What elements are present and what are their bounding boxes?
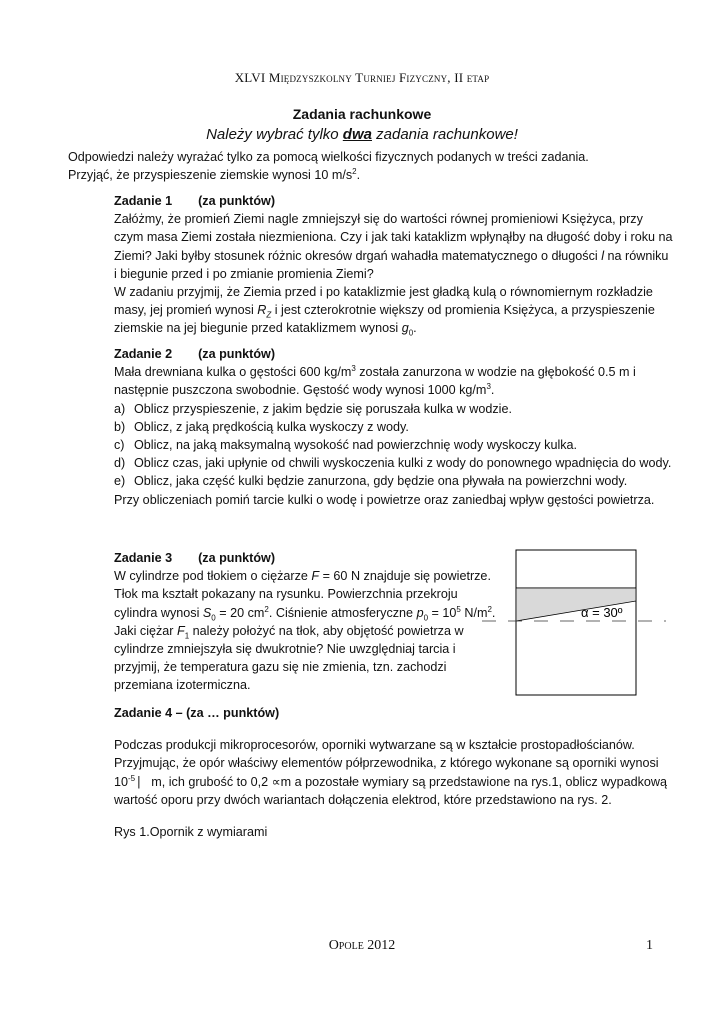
intro-line-2-text: Przyjąć, że przyspieszenie ziemskie wynosi 10 m/s [68,168,353,182]
task-2-question-list [114,400,674,491]
task-1-paragraph-2 [114,283,674,338]
list-item [114,436,674,454]
list-item [114,400,674,418]
task-1-var-g-sub: 0 [408,328,414,338]
task-2-paragraph-2: Przy obliczeniach pomiń tarcie kulki o wodę i powietrze oraz zaniedbaj wpływ gęstości powietrza. [114,492,655,507]
subtitle-emphasis: dwa [342,126,372,143]
task-2-p1c: . [490,383,495,398]
cylinder-diagram [478,548,668,698]
list-item [114,418,674,436]
page-subtitle [0,126,724,143]
task-2-paragraph-1 [114,363,674,399]
task-4-heading: Zadanie 4 – (za … punktów) [114,706,280,720]
list-item-label: b) [114,419,126,434]
task-3-var-p: p [416,605,424,620]
task-1-p1-end: na równiku i biegunie przed i po zmianie promienia Ziemi? [114,248,669,281]
task-3-var-F1: F [177,623,185,638]
task-1-var-g: g [401,321,409,336]
task-3-s6-sup: 2 [487,604,492,614]
task-3-s3: = 20 cm [215,605,265,620]
task-1-p2-text: W zadaniu przyjmij, że Ziemia przed i po kataklizmie jest gładką kulą o równomiernym rozkładzie masy, jej promień wynosi [114,285,653,318]
intro-line-2 [68,166,668,184]
task-1-paragraph-1 [114,210,674,283]
spacer [114,722,674,736]
task-2-p1b: została zanurzona w wodzie na głębokość 0.5 m i następnie puszczona swobodnie. Gęstość wody wynosi 1000 kg/m [114,365,636,398]
task-3-s5-sup: 5 [456,604,461,614]
task-3-s5: = 10 [428,605,457,620]
task-2-p1-sup: 3 [351,364,356,374]
task-1-var-R: R [257,303,267,318]
task-3-s3-sup: 2 [264,604,269,614]
task-2 [114,345,674,509]
task-3-var-F: F [311,569,320,584]
list-item-text: Oblicz, z jaką prędkością kulka wyskoczy z wody. [134,419,409,434]
spacer [114,809,674,823]
task-2-p1-sup2: 3 [486,382,491,392]
task-2-name: Zadanie 2 [114,347,173,361]
angle-label: α = 30º [581,605,623,620]
list-item-label: a) [114,401,126,416]
list-item-text: Oblicz czas, jaki upłynie od chwili wyskoczenia kulki z wody do ponownego wpadnięcia do wody. [134,456,672,471]
intro-line-2-sup: 2 [352,166,357,176]
task-3-s8: należy położyć na tłok, aby objętość powietrza w cylindrze zmniejszyła się dwukrotnie? Nie uwzględniaj tarcia i przyjmij, że temperatura gazu się nie zmienia, tzn. zachodzi przemiana izotermiczna. [114,623,464,693]
task-2-p1a: Mała drewniana kulka o gęstości 600 kg/m [114,365,352,380]
cylinder-outline [516,550,636,695]
task-1-var-l: l [601,248,605,263]
task-1 [114,192,674,338]
task-1-p2-end: . [413,321,417,336]
task-3-points: (za punktów) [198,551,276,565]
list-item-text: Oblicz, jaka część kulki będzie zanurzona, gdy będzie ona pływała na powierzchni wody. [134,474,628,489]
task-1-p2-mid: i jest czterokrotnie większy od promienia Księżyca, a przyspieszenie ziemskie na jej biegunie przed kataklizmem wynosi [114,303,655,336]
task-4-p1-sup: -5 [128,773,136,783]
task-3-s7: . Jaki ciężar [114,605,496,638]
list-item-text: Oblicz, na jaką maksymalną wysokość nad powierzchnię wody wyskoczy kulka. [134,438,578,453]
task-3-var-S-sub: 0 [211,613,216,623]
list-item-label: c) [114,438,125,453]
task-1-heading [114,192,674,210]
task-2-points: (za punktów) [198,347,276,361]
task-3-name: Zadanie 3 [114,551,173,565]
task-3-var-p-sub: 0 [423,613,429,623]
task-3 [114,549,504,695]
task-1-points: (za punktów) [198,194,276,208]
figure-caption: Rys 1.Opornik z wymiarami [114,825,268,840]
page-number: 1 [646,938,653,953]
task-3-heading [114,549,504,567]
task-3-s6: N/m [460,605,488,620]
intro-text [68,148,668,184]
task-1-name: Zadanie 1 [114,194,173,208]
cylinder-figure [478,548,668,698]
list-item-label: e) [114,474,126,489]
task-3-s2: = 60 N znajduje się powietrze. Tłok ma kształt pokazany na rysunku. Powierzchnia przekroju cylindra wynosi [114,569,491,620]
task-4-p1b: ⎸m, ich grubość to 0,2 ∝m a pozostałe wymiary są przedstawione na rys.1, oblicz wypadkową wartość oporu przy dwóch wariantach dołączenia elektrod, które przedstawiono na rys. 2. [114,774,668,807]
list-item [114,454,674,472]
header-text: Międzyszkolny Turniej Fizyczny, II etap [268,70,490,85]
page-header [0,70,724,86]
task-3-paragraph [114,567,504,694]
list-item-text: Oblicz przyspieszenie, z jakim będzie się poruszała kulka w wodzie. [134,401,512,416]
task-3-var-F1-sub: 1 [184,631,190,641]
intro-line-1: Odpowiedzi należy wyrażać tylko za pomocą wielkości fizycznych podanych w treści zadania. [68,150,589,164]
subtitle-after: zadania rachunkowe! [371,126,518,143]
footer-place: Opole 2012 [328,938,396,953]
header-roman: XLVI [234,70,266,85]
task-3-s1: W cylindrze pod tłokiem o ciężarze [114,569,312,584]
page-title: Zadania rachunkowe [292,106,432,122]
task-1-p1-text: Załóżmy, że promień Ziemi nagle zmniejszył się do wartości równej promieniowi Księżyca, przy czym masa Ziemi została niezmieniona. Czy i jak taki kataklizm wpłynąłby na długość doby i roku na Ziemi? Jaki byłby stosunek różnic okresów drgań wahadła matematycznego o długości [114,212,673,263]
task-4-p1a: Podczas produkcji mikroprocesorów, oporniki wytwarzane są w kształcie prostopadłościanów. Przyjmując, że opór właściwy elementów półprzewodnika, z którego wykonane są oporniki wynosi 10 [114,738,659,789]
task-3-var-S: S [202,605,212,620]
task-4 [114,704,674,841]
task-4-paragraph [114,736,674,809]
task-1-var-R-sub: Z [266,310,272,320]
intro-line-2-end: . [356,168,361,182]
list-item-label: d) [114,456,126,471]
task-3-s4: . Ciśnienie atmosferyczne [268,605,417,620]
subtitle-before: Należy wybrać tylko [206,126,343,143]
list-item [114,472,674,490]
task-2-heading [114,345,674,363]
